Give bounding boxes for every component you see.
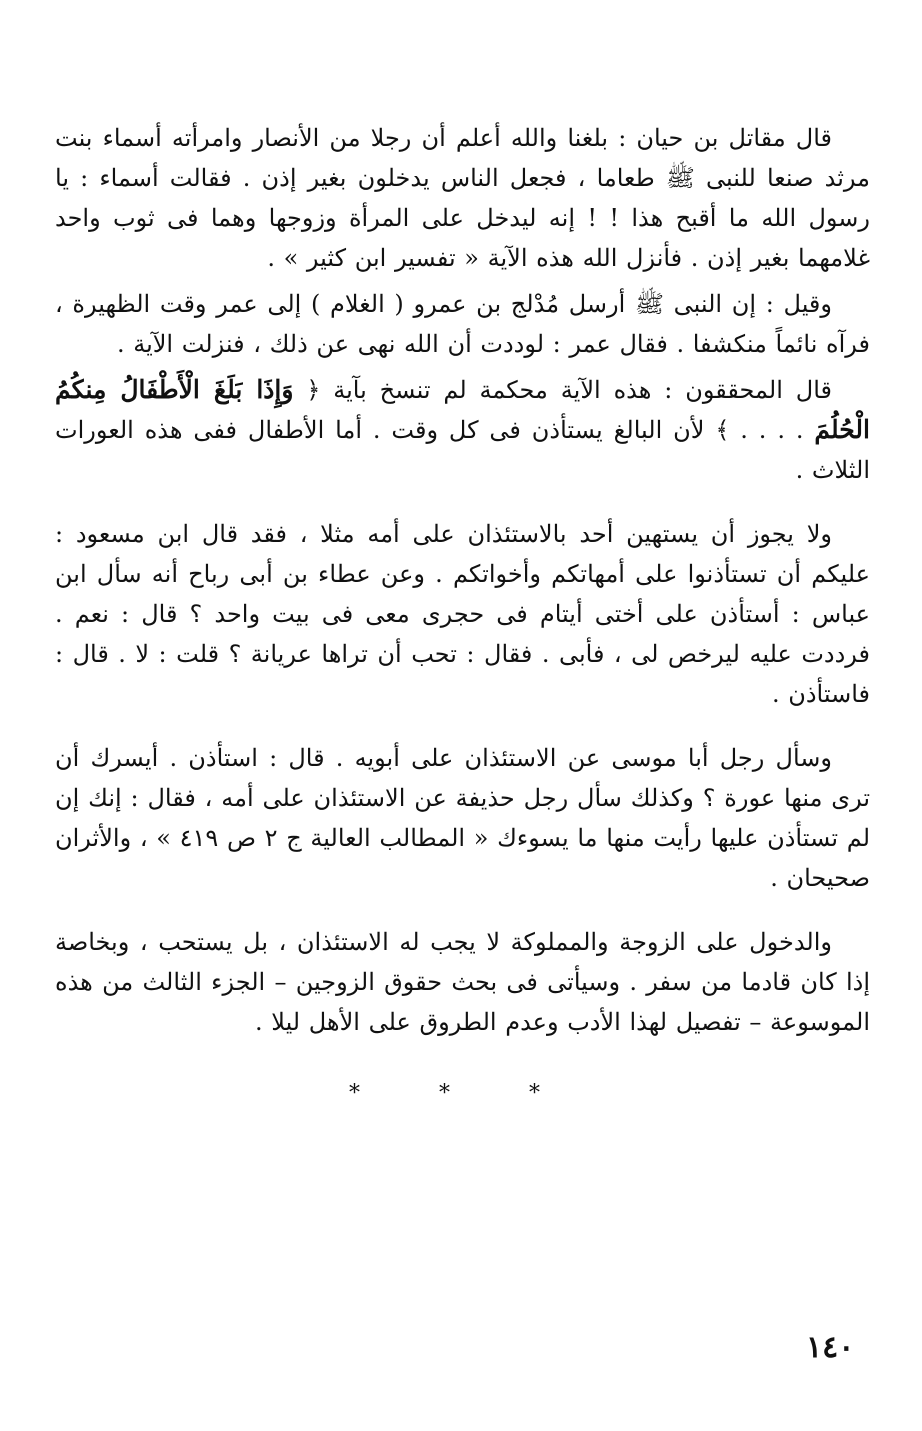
page-body [55, 118, 870, 1431]
paragraph-3 [55, 370, 870, 490]
quran-verse: وَإِذَا بَلَغَ الْأَطْفَالُ مِنكُمُ الْحُلُمَ [55, 375, 870, 444]
paragraph-3-intro: قال المحققون : هذه الآية محكمة لم تنسخ بآية ﴿ [306, 376, 833, 404]
page-number: ١٤٠ [806, 1330, 855, 1365]
paragraph-6: والدخول على الزوجة والمملوكة لا يجب له الاستئذان ، بل يستحب ، وبخاصة إذا كان قادما من سفر . وسيأتى فى بحث حقوق الزوجين – الجزء الثالث من هذه الموسوعة – تفصيل لهذا الأدب وعدم الطروق على الأهل ليلا . [55, 928, 870, 1036]
paragraph-5: وسأل رجل أبا موسى عن الاستئذان على أبويه . قال : استأذن . أيسرك أن ترى منها عورة ؟ وكذلك سأل رجل حذيفة عن الاستئذان على أمه ، فقال : إنك إن لم تستأذن عليها رأيت منها ما يسوءك « المطالب العالية ج ٢ ص ٤١٩ » ، والأثران صحيحان . [55, 744, 871, 892]
paragraph-4: ولا يجوز أن يستهين أحد بالاستئذان على أمه مثلا ، فقد قال ابن مسعود : عليكم أن تستأذنوا على أمهاتكم وأخواتكم . وعن عطاء بن أبى رباح أنه سأل ابن عباس : أستأذن على أختى أيتام فى حجرى معى فى بيت واحد ؟ قال : نعم . فرددت عليه ليرخص لى ، فأبى . فقال : تحب أن تراها عريانة ؟ قلت : لا . قال : فاستأذن . [55, 520, 870, 708]
section-separator: * * * [349, 1081, 576, 1106]
paragraph-2: وقيل : إن النبى ﷺ أرسل مُدْلج بن عمرو ( الغلام ) إلى عمر وقت الظهيرة ، فرآه نائماً منكشفا . فقال عمر : لوددت أن الله نهى عن ذلك ، فنزلت الآية . [55, 290, 870, 358]
paragraph-3-rest: . . . . ﴾ لأن البالغ يستأذن فى كل وقت . أما الأطفال ففى هذه العورات الثلاث . [55, 416, 870, 484]
paragraph-1: قال مقاتل بن حيان : بلغنا والله أعلم أن رجلا من الأنصار وامرأته أسماء بنت مرثد صنعا للنبى ﷺ طعاما ، فجعل الناس يدخلون بغير إذن . فقالت أسماء : يا رسول الله ما أقبح هذا ! ! إنه ليدخل على المرأة وزوجها وهما فى ثوب واحد غلامهما بغير إذن . فأنزل الله هذه الآية « تفسير ابن كثير » . [55, 124, 870, 272]
